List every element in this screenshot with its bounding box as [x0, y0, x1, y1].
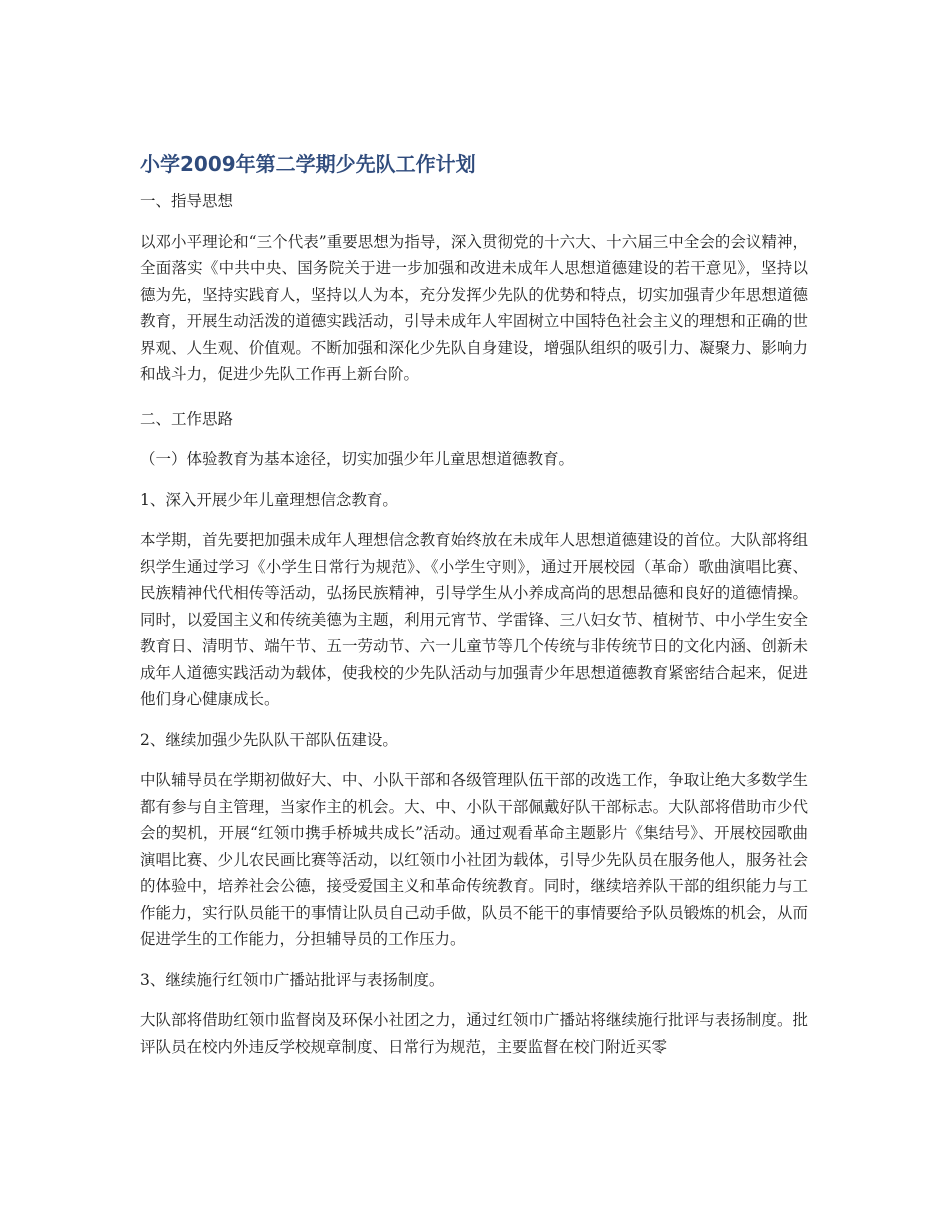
section-heading: 二、工作思路 [140, 409, 234, 428]
section-heading: 一、指导思想 [140, 192, 234, 210]
item-heading: 1、深入开展少年儿童理想信念教育。 [140, 490, 398, 509]
paragraph: 大队部将借助红领巾监督岗及环保小社团之力，通过红领巾广播站将继续施行批评与表扬制度。批评队员在校内外违反学校规章制度、日常行为规范，主要监督在校门附近买零 [140, 1011, 808, 1056]
paragraph: 以邓小平理论和“三个代表”重要思想为指导，深入贯彻党的十六大、十六届三中全会的会议精神，全面落实《中共中央、国务院关于进一步加强和改进未成年人思想道德建设的若干意见》，坚持以德为先，坚持实践育人，坚持以人为本，充分发挥少先队的优势和特点，切实加强青少年思想道德教育，开展生动活泼的道德实践活动，引导未成年人牢固树立中国特色社会主义的理想和正确的世界观、人生观、价值观。不断加强和深化少先队自身建设，增强队组织的吸引力、凝聚力、影响力和战斗力，促进少先队工作再上新台阶。 [140, 232, 808, 383]
paragraph: 中队辅导员在学期初做好大、中、小队干部和各级管理队伍干部的改选工作，争取让绝大多数学生都有参与自主管理，当家作主的机会。大、中、小队干部佩戴好队干部标志。大队部将借助市少代会的契机，开展“红领巾携手桥城共成长”活动。通过观看革命主题影片《集结号》、开展校园歌曲演唱比赛、少儿农民画比赛等活动，以红领巾小社团为载体，引导少先队员在服务他人，服务社会的体验中，培养社会公德，接受爱国主义和革命传统教育。同时，继续培养队干部的组织能力与工作能力，实行队员能干的事情让队员自己动手做，队员不能干的事情要给予队员锻炼的机会，从而促进学生的工作能力，分担辅导员的工作压力。 [140, 771, 808, 948]
subsection-heading: （一）体验教育为基本途径，切实加强少年儿童思想道德教育。 [140, 450, 575, 468]
document-title: 小学2009年第二学期少先队工作计划 [140, 152, 476, 176]
document-body [140, 148, 808, 1074]
paragraph: 本学期，首先要把加强未成年人理想信念教育始终放在未成年人思想道德建设的首位。大队部将组织学生通过学习《小学生日常行为规范》、《小学生守则》，通过开展校园（革命）歌曲演唱比赛、民族精神代代相传等活动，弘扬民族精神，引导学生从小养成高尚的思想品德和良好的道德情操。同时，以爱国主义和传统美德为主题，利用元宵节、学雷锋、三八妇女节、植树节、中小学生安全教育日、清明节、端午节、五一劳动节、六一儿童节等几个传统与非传统节日的文化内涵、创新未成年人道德实践活动为载体，使我校的少先队活动与加强青少年思想道德教育紧密结合起来，促进他们身心健康成长。 [140, 531, 808, 708]
item-heading: 3、继续施行红领巾广播站批评与表扬制度。 [140, 970, 445, 989]
item-heading: 2、继续加强少先队队干部队伍建设。 [140, 730, 398, 749]
